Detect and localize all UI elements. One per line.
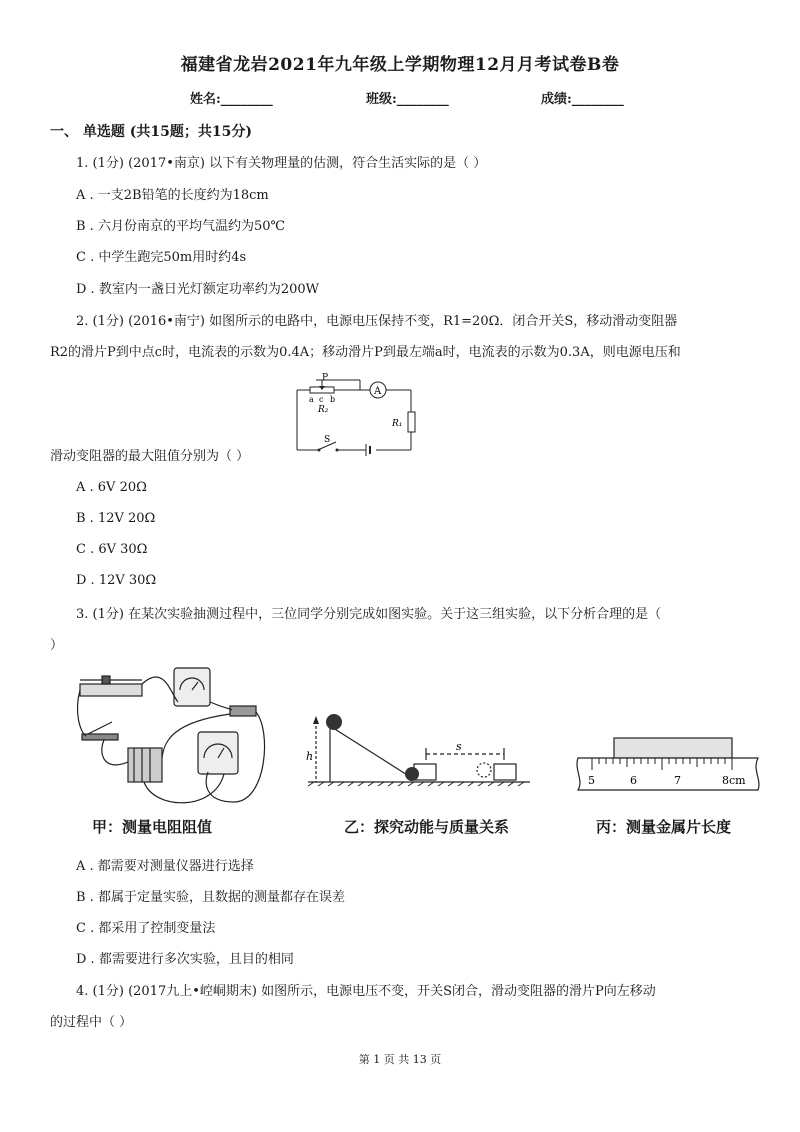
ruler-tick-5: 5: [588, 774, 595, 787]
name-field: 姓名:________: [190, 92, 273, 107]
class-field: 班级:________: [366, 92, 449, 107]
q2-option-d: D . 12V 30Ω: [76, 573, 157, 588]
q2-option-a: A . 6V 20Ω: [76, 480, 147, 495]
q1-option-b: B . 六月份南京的平均气温约为50℃: [76, 219, 286, 234]
question-2-stem-line3: 滑动变阻器的最大阻值分别为（ ）: [50, 449, 250, 464]
label-r2: R₂: [318, 405, 329, 415]
question-2-stem-line1: 2. (1分) (2016•南宁) 如图所示的电路中，电源电压保持不变，R1=20Ω．闭合开关S，移动滑动变阻器: [76, 314, 678, 329]
figure-jia-resistance: [74, 662, 274, 812]
label-a: a: [309, 395, 314, 404]
q3-option-d: D . 都需要进行多次实验，且目的相同: [76, 952, 294, 967]
page-footer: 第 1 页 共 13 页: [358, 1053, 442, 1066]
ruler-tick-7: 7: [674, 774, 681, 787]
label-h: h: [306, 750, 314, 763]
q2-option-c: C . 6V 30Ω: [76, 542, 148, 557]
caption-jia: 甲：测量电阻阻值: [92, 818, 213, 836]
page-title: 福建省龙岩2021年九年级上学期物理12月月考试卷B卷: [180, 55, 620, 75]
label-c: c: [319, 395, 324, 404]
metal-strip: [614, 738, 732, 758]
ruler-tick-8cm: 8cm: [722, 774, 746, 787]
question-1-stem: 1. (1分) (2017•南京) 以下有关物理量的估测，符合生活实际的是（ ）: [76, 156, 487, 171]
q2-option-b: B . 12V 20Ω: [76, 511, 156, 526]
question-4-stem-line2: 的过程中（ ）: [50, 1015, 133, 1030]
question-2-stem-line2: R2的滑片P到中点c时，电流表的示数为0.4A；移动滑片P到最左端a时，电流表的示数为0.3A，则电源电压和: [50, 345, 681, 360]
caption-bing: 丙：测量金属片长度: [596, 818, 732, 836]
section-heading: 一、 单选题 (共15题；共15分): [50, 124, 252, 140]
q2-circuit-figure: [292, 372, 422, 458]
label-s: s: [456, 740, 462, 753]
q1-option-d: D . 教室内一盏日光灯额定功率约为200W: [76, 282, 319, 297]
label-s: S: [324, 435, 331, 445]
figure-bing-ruler: [574, 734, 762, 796]
question-4-stem-line1: 4. (1分) (2017九上•崆峒期末) 如图所示，电源电压不变，开关S闭合，滑动变阻器的滑片P向左移动: [76, 984, 656, 999]
q1-option-c: C . 中学生跑完50m用时约4s: [76, 250, 247, 265]
figure-yi-kinetic-energy: [304, 708, 534, 790]
ammeter-label: A: [374, 386, 382, 397]
q3-option-a: A . 都需要对测量仪器进行选择: [76, 859, 254, 874]
question-3-stem-line1: 3. (1分) 在某次实验抽测过程中，三位同学分别完成如图实验。关于这三组实验，以下分析合理的是（: [76, 607, 662, 622]
label-b: b: [330, 395, 336, 404]
question-3-stem-line2: ）: [50, 638, 64, 653]
caption-yi: 乙：探究动能与质量关系: [344, 818, 510, 836]
r1-resistor: [408, 412, 415, 432]
label-r1: R₁: [392, 419, 403, 429]
q3-option-b: B . 都属于定量实验，且数据的测量都存在误差: [76, 890, 345, 905]
ruler-tick-6: 6: [630, 774, 637, 787]
q3-option-c: C . 都采用了控制变量法: [76, 921, 216, 936]
score-field: 成绩:________: [541, 92, 624, 107]
q1-option-a: A . 一支2B铅笔的长度约为18cm: [76, 188, 269, 203]
label-p: P: [322, 373, 329, 383]
